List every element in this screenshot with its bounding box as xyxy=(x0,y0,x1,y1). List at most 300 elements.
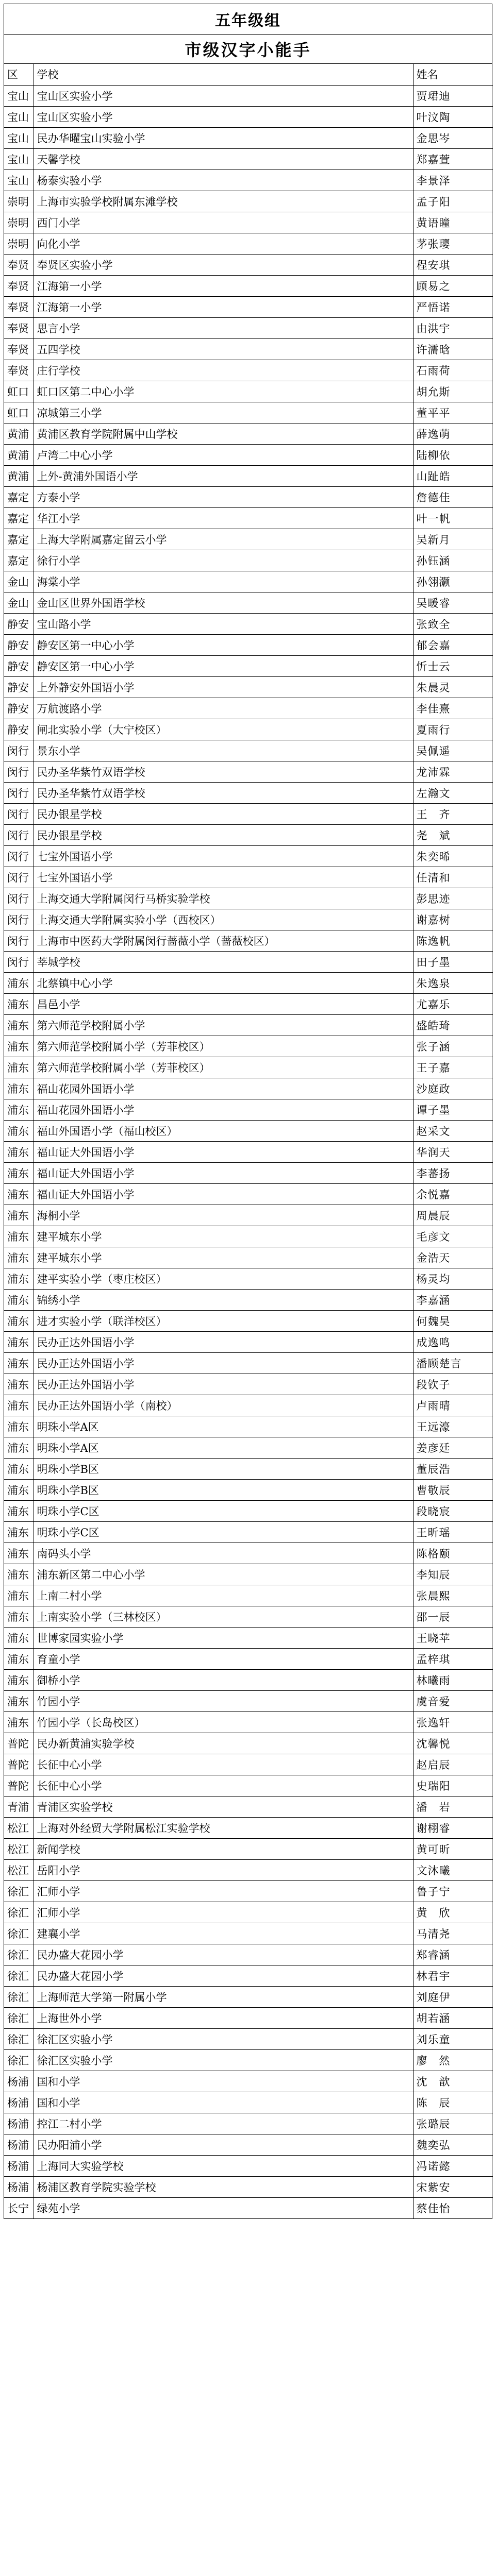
student-name-cell: 周晨辰 xyxy=(413,1205,493,1226)
student-name-cell: 邵一辰 xyxy=(413,1606,493,1627)
student-name-cell: 严悟诺 xyxy=(413,296,493,317)
student-name-cell: 林曦雨 xyxy=(413,1669,493,1690)
school-cell: 庄行学校 xyxy=(34,360,413,381)
table-row xyxy=(4,1247,493,1268)
table-row xyxy=(4,1374,493,1395)
student-name-cell: 卢雨晴 xyxy=(413,1395,493,1416)
district-cell: 普陀 xyxy=(4,1775,34,1796)
school-cell: 徐汇区实验小学 xyxy=(34,2028,413,2049)
table-row xyxy=(4,972,493,993)
student-name-cell: 魏奕弘 xyxy=(413,2134,493,2155)
table-row xyxy=(4,951,493,972)
table-row xyxy=(4,676,493,698)
student-name-cell: 谭子墨 xyxy=(413,1099,493,1120)
district-cell: 浦东 xyxy=(4,1205,34,1226)
table-row xyxy=(4,1902,493,1923)
school-cell: 黄浦区教育学院附属中山学校 xyxy=(34,423,413,444)
table-row xyxy=(4,1965,493,1986)
school-cell: 上海同大实验学校 xyxy=(34,2155,413,2176)
student-name-cell: 蔡佳怡 xyxy=(413,2197,493,2218)
district-cell: 虹口 xyxy=(4,402,34,423)
student-name-cell: 赵采文 xyxy=(413,1120,493,1141)
student-name-cell: 董平平 xyxy=(413,402,493,423)
school-cell: 控江二村小学 xyxy=(34,2113,413,2134)
student-name-cell: 孟梓琪 xyxy=(413,1648,493,1669)
district-cell: 浦东 xyxy=(4,1289,34,1310)
student-name-cell: 吴新月 xyxy=(413,529,493,550)
district-cell: 杨浦 xyxy=(4,2155,34,2176)
student-name-cell: 王子嘉 xyxy=(413,1057,493,1078)
school-cell: 第六师范学校附属小学（芳菲校区） xyxy=(34,1057,413,1078)
district-cell: 宝山 xyxy=(4,127,34,148)
student-name-cell: 龙沛霖 xyxy=(413,761,493,782)
school-cell: 南码头小学 xyxy=(34,1543,413,1564)
school-cell: 明珠小学B区 xyxy=(34,1458,413,1479)
district-cell: 徐汇 xyxy=(4,2049,34,2071)
district-cell: 浦东 xyxy=(4,1057,34,1078)
table-row xyxy=(4,2113,493,2134)
student-name-cell: 张璐辰 xyxy=(413,2113,493,2134)
district-cell: 浦东 xyxy=(4,1374,34,1395)
student-name-cell: 许濡晗 xyxy=(413,338,493,360)
district-cell: 浦东 xyxy=(4,1564,34,1585)
student-name-cell: 程安琪 xyxy=(413,254,493,275)
district-cell: 青浦 xyxy=(4,1796,34,1817)
student-name-cell: 段钦子 xyxy=(413,1374,493,1395)
district-cell: 徐汇 xyxy=(4,1923,34,1944)
student-name-cell: 郑睿涵 xyxy=(413,1944,493,1965)
district-cell: 闵行 xyxy=(4,930,34,951)
school-cell: 绿苑小学 xyxy=(34,2197,413,2218)
school-cell: 华江小学 xyxy=(34,507,413,529)
table-row xyxy=(4,507,493,529)
table-row xyxy=(4,1310,493,1331)
district-cell: 闵行 xyxy=(4,909,34,930)
school-cell: 北蔡镇中心小学 xyxy=(34,972,413,993)
student-name-cell: 成逸鸣 xyxy=(413,1331,493,1352)
school-cell: 建平城东小学 xyxy=(34,1247,413,1268)
student-name-cell: 黄可昕 xyxy=(413,1838,493,1859)
student-name-cell: 王昕瑶 xyxy=(413,1521,493,1543)
school-cell: 明珠小学B区 xyxy=(34,1479,413,1500)
district-cell: 宝山 xyxy=(4,106,34,127)
student-name-cell: 孙钰涵 xyxy=(413,550,493,571)
student-name-cell: 沈 歆 xyxy=(413,2071,493,2092)
school-cell: 上南二村小学 xyxy=(34,1585,413,1606)
school-cell: 竹园小学（长岛校区） xyxy=(34,1711,413,1733)
school-column-header: 学校 xyxy=(34,64,413,85)
district-cell: 奉贤 xyxy=(4,338,34,360)
table-row xyxy=(4,655,493,676)
district-cell: 静安 xyxy=(4,655,34,676)
district-cell: 金山 xyxy=(4,571,34,592)
school-cell: 金山区世界外国语学校 xyxy=(34,592,413,613)
district-cell: 静安 xyxy=(4,719,34,740)
table-row xyxy=(4,803,493,824)
school-cell: 建襄小学 xyxy=(34,1923,413,1944)
district-cell: 徐汇 xyxy=(4,2028,34,2049)
school-cell: 五四学校 xyxy=(34,338,413,360)
district-cell: 杨浦 xyxy=(4,2134,34,2155)
district-cell: 黄浦 xyxy=(4,423,34,444)
school-cell: 国和小学 xyxy=(34,2092,413,2113)
table-row xyxy=(4,2155,493,2176)
district-cell: 浦东 xyxy=(4,1416,34,1437)
school-cell: 上海交通大学附属实验小学（西校区） xyxy=(34,909,413,930)
district-cell: 徐汇 xyxy=(4,1880,34,1902)
grade-title: 五年级组 xyxy=(4,4,492,35)
school-cell: 第六师范学校附属小学（芳菲校区） xyxy=(34,1036,413,1057)
student-name-cell: 彭思迹 xyxy=(413,888,493,909)
table-row xyxy=(4,148,493,170)
student-name-cell: 朱奕晞 xyxy=(413,845,493,867)
school-cell: 上外静安外国语小学 xyxy=(34,676,413,698)
table-row xyxy=(4,444,493,465)
district-cell: 浦东 xyxy=(4,1331,34,1352)
school-cell: 静安区第一中心小学 xyxy=(34,634,413,655)
district-cell: 浦东 xyxy=(4,1606,34,1627)
school-cell: 民办圣华紫竹双语学校 xyxy=(34,782,413,803)
student-name-cell: 谢嘉树 xyxy=(413,909,493,930)
school-cell: 宝山区实验小学 xyxy=(34,85,413,106)
school-cell: 福山外国语小学（福山校区） xyxy=(34,1120,413,1141)
district-cell: 闵行 xyxy=(4,951,34,972)
student-name-cell: 夏雨行 xyxy=(413,719,493,740)
student-name-cell: 朱逸泉 xyxy=(413,972,493,993)
table-row xyxy=(4,423,493,444)
district-cell: 宝山 xyxy=(4,170,34,191)
table-row xyxy=(4,571,493,592)
student-name-cell: 段晓宸 xyxy=(413,1500,493,1521)
school-cell: 闸北实验小学（大宁校区） xyxy=(34,719,413,740)
school-cell: 第六师范学校附属小学 xyxy=(34,1014,413,1036)
table-row xyxy=(4,1817,493,1838)
table-row xyxy=(4,1923,493,1944)
district-cell: 浦东 xyxy=(4,1352,34,1374)
student-name-cell: 赵启辰 xyxy=(413,1754,493,1775)
table-row xyxy=(4,85,493,106)
award-title: 市级汉字小能手 xyxy=(4,35,492,64)
student-name-cell: 吴佩遥 xyxy=(413,740,493,761)
district-cell: 杨浦 xyxy=(4,2176,34,2197)
winners-table xyxy=(4,64,493,2218)
table-row xyxy=(4,1437,493,1458)
student-name-cell: 田子墨 xyxy=(413,951,493,972)
table-row xyxy=(4,634,493,655)
school-cell: 上海市实验学校附属东滩学校 xyxy=(34,191,413,212)
table-row xyxy=(4,1606,493,1627)
table-row xyxy=(4,338,493,360)
student-name-cell: 潘 岩 xyxy=(413,1796,493,1817)
district-cell: 松江 xyxy=(4,1838,34,1859)
student-name-cell: 沙庭政 xyxy=(413,1078,493,1099)
student-name-cell: 林君宇 xyxy=(413,1965,493,1986)
district-cell: 嘉定 xyxy=(4,507,34,529)
district-cell: 浦东 xyxy=(4,1543,34,1564)
table-row xyxy=(4,1395,493,1416)
table-row xyxy=(4,2028,493,2049)
school-cell: 西门小学 xyxy=(34,212,413,233)
table-row xyxy=(4,909,493,930)
district-cell: 嘉定 xyxy=(4,529,34,550)
district-cell: 浦东 xyxy=(4,1078,34,1099)
table-row xyxy=(4,1585,493,1606)
table-row xyxy=(4,1838,493,1859)
school-cell: 向化小学 xyxy=(34,233,413,254)
district-cell: 黄浦 xyxy=(4,465,34,486)
school-cell: 民办正达外国语小学 xyxy=(34,1331,413,1352)
student-name-cell: 余悦嘉 xyxy=(413,1183,493,1205)
table-row xyxy=(4,296,493,317)
district-cell: 浦东 xyxy=(4,1585,34,1606)
school-cell: 海棠小学 xyxy=(34,571,413,592)
district-cell: 虹口 xyxy=(4,381,34,402)
student-name-cell: 茅张璎 xyxy=(413,233,493,254)
district-cell: 崇明 xyxy=(4,233,34,254)
student-name-cell: 李嘉涵 xyxy=(413,1289,493,1310)
table-row xyxy=(4,254,493,275)
school-cell: 上南实验小学（三林校区） xyxy=(34,1606,413,1627)
student-name-cell: 黄 欣 xyxy=(413,1902,493,1923)
student-name-cell: 张晨熙 xyxy=(413,1585,493,1606)
district-cell: 浦东 xyxy=(4,1521,34,1543)
school-cell: 凉城第三小学 xyxy=(34,402,413,423)
school-cell: 万航渡路小学 xyxy=(34,698,413,719)
table-row xyxy=(4,782,493,803)
table-row xyxy=(4,360,493,381)
school-cell: 徐行小学 xyxy=(34,550,413,571)
table-row xyxy=(4,845,493,867)
student-name-cell: 孙翎灏 xyxy=(413,571,493,592)
student-name-cell: 黄语瞳 xyxy=(413,212,493,233)
table-row xyxy=(4,1986,493,2007)
student-name-cell: 叶一帆 xyxy=(413,507,493,529)
student-name-cell: 华润天 xyxy=(413,1141,493,1162)
school-cell: 福山证大外国语小学 xyxy=(34,1141,413,1162)
district-cell: 闵行 xyxy=(4,740,34,761)
student-name-cell: 李佳熹 xyxy=(413,698,493,719)
table-row xyxy=(4,2092,493,2113)
district-cell: 闵行 xyxy=(4,824,34,845)
table-row xyxy=(4,2197,493,2218)
district-cell: 浦东 xyxy=(4,1226,34,1247)
district-cell: 嘉定 xyxy=(4,550,34,571)
district-cell: 松江 xyxy=(4,1859,34,1880)
table-row xyxy=(4,1944,493,1965)
student-name-cell: 吴暖睿 xyxy=(413,592,493,613)
table-row xyxy=(4,212,493,233)
district-cell: 徐汇 xyxy=(4,2007,34,2028)
district-cell: 徐汇 xyxy=(4,1902,34,1923)
school-cell: 思言小学 xyxy=(34,317,413,338)
school-cell: 海桐小学 xyxy=(34,1205,413,1226)
district-cell: 浦东 xyxy=(4,1458,34,1479)
winners-table-body xyxy=(4,64,493,2218)
table-row xyxy=(4,1711,493,1733)
school-cell: 上海大学附属嘉定留云小学 xyxy=(34,529,413,550)
student-name-cell: 马清尧 xyxy=(413,1923,493,1944)
district-cell: 崇明 xyxy=(4,212,34,233)
district-cell: 浦东 xyxy=(4,1479,34,1500)
student-name-cell: 尤嘉乐 xyxy=(413,993,493,1014)
table-row xyxy=(4,2134,493,2155)
school-cell: 方泰小学 xyxy=(34,486,413,507)
school-cell: 上海世外小学 xyxy=(34,2007,413,2028)
district-cell: 浦东 xyxy=(4,972,34,993)
table-row xyxy=(4,1458,493,1479)
district-cell: 徐汇 xyxy=(4,1965,34,1986)
school-cell: 七宝外国语小学 xyxy=(34,867,413,888)
student-name-cell: 忻士云 xyxy=(413,655,493,676)
table-row xyxy=(4,1120,493,1141)
district-cell: 闵行 xyxy=(4,888,34,909)
school-cell: 上外-黄浦外国语小学 xyxy=(34,465,413,486)
district-cell: 静安 xyxy=(4,676,34,698)
table-row xyxy=(4,1141,493,1162)
table-row xyxy=(4,1014,493,1036)
district-cell: 杨浦 xyxy=(4,2092,34,2113)
school-cell: 民办圣华紫竹双语学校 xyxy=(34,761,413,782)
school-cell: 上海对外经贸大学附属松江实验学校 xyxy=(34,1817,413,1838)
school-cell: 民办新黄浦实验学校 xyxy=(34,1733,413,1754)
school-cell: 民办正达外国语小学 xyxy=(34,1352,413,1374)
district-cell: 浦东 xyxy=(4,993,34,1014)
student-name-cell: 孟子阳 xyxy=(413,191,493,212)
district-cell: 浦东 xyxy=(4,1036,34,1057)
district-cell: 宝山 xyxy=(4,85,34,106)
school-cell: 天馨学校 xyxy=(34,148,413,170)
district-cell: 浦东 xyxy=(4,1690,34,1711)
student-name-cell: 郁会嘉 xyxy=(413,634,493,655)
district-cell: 闵行 xyxy=(4,761,34,782)
student-name-cell: 鲁子宁 xyxy=(413,1880,493,1902)
table-row xyxy=(4,127,493,148)
table-row xyxy=(4,1289,493,1310)
student-name-cell: 张子涵 xyxy=(413,1036,493,1057)
student-name-cell: 宋紫安 xyxy=(413,2176,493,2197)
district-cell: 嘉定 xyxy=(4,486,34,507)
district-cell: 徐汇 xyxy=(4,1944,34,1965)
table-row xyxy=(4,550,493,571)
student-name-cell: 董辰浩 xyxy=(413,1458,493,1479)
district-cell: 浦东 xyxy=(4,1268,34,1289)
table-row xyxy=(4,1690,493,1711)
student-name-cell: 陈格颐 xyxy=(413,1543,493,1564)
district-cell: 金山 xyxy=(4,592,34,613)
table-row xyxy=(4,1733,493,1754)
table-row xyxy=(4,740,493,761)
district-cell: 浦东 xyxy=(4,1014,34,1036)
table-row xyxy=(4,1162,493,1183)
student-name-cell: 张致全 xyxy=(413,613,493,634)
district-cell: 普陀 xyxy=(4,1733,34,1754)
district-cell: 黄浦 xyxy=(4,444,34,465)
school-cell: 明珠小学C区 xyxy=(34,1521,413,1543)
table-row xyxy=(4,1796,493,1817)
table-row xyxy=(4,402,493,423)
school-cell: 宝山路小学 xyxy=(34,613,413,634)
table-row xyxy=(4,1564,493,1585)
school-cell: 民办正达外国语小学（南校） xyxy=(34,1395,413,1416)
student-name-cell: 史瑞阳 xyxy=(413,1775,493,1796)
district-cell: 浦东 xyxy=(4,1310,34,1331)
student-name-cell: 杨灵均 xyxy=(413,1268,493,1289)
table-row xyxy=(4,1648,493,1669)
student-name-cell: 李知辰 xyxy=(413,1564,493,1585)
header-row xyxy=(4,64,493,85)
table-row xyxy=(4,1521,493,1543)
table-row xyxy=(4,2071,493,2092)
student-name-cell: 冯诺懿 xyxy=(413,2155,493,2176)
school-cell: 锦绣小学 xyxy=(34,1289,413,1310)
student-name-cell: 毛彦文 xyxy=(413,1226,493,1247)
student-name-cell: 沈馨悦 xyxy=(413,1733,493,1754)
table-row xyxy=(4,106,493,127)
student-name-cell: 刘庭伊 xyxy=(413,1986,493,2007)
school-cell: 静安区第一中心小学 xyxy=(34,655,413,676)
table-row xyxy=(4,1183,493,1205)
school-cell: 莘城学校 xyxy=(34,951,413,972)
student-name-cell: 朱晨灵 xyxy=(413,676,493,698)
student-name-cell: 盛皓琦 xyxy=(413,1014,493,1036)
table-row xyxy=(4,381,493,402)
student-name-cell: 胡若涵 xyxy=(413,2007,493,2028)
school-cell: 昌邑小学 xyxy=(34,993,413,1014)
table-row xyxy=(4,2007,493,2028)
district-cell: 浦东 xyxy=(4,1500,34,1521)
table-row xyxy=(4,317,493,338)
table-row xyxy=(4,1627,493,1648)
school-cell: 国和小学 xyxy=(34,2071,413,2092)
name-column-header: 姓名 xyxy=(413,64,493,85)
table-row xyxy=(4,275,493,296)
school-cell: 建平城东小学 xyxy=(34,1226,413,1247)
school-cell: 杨泰实验小学 xyxy=(34,170,413,191)
school-cell: 徐汇区实验小学 xyxy=(34,2049,413,2071)
table-row xyxy=(4,1352,493,1374)
district-cell: 浦东 xyxy=(4,1648,34,1669)
table-row xyxy=(4,888,493,909)
student-name-cell: 山趾皓 xyxy=(413,465,493,486)
table-row xyxy=(4,1880,493,1902)
school-cell: 汇师小学 xyxy=(34,1902,413,1923)
school-cell: 民办银星学校 xyxy=(34,803,413,824)
school-cell: 卢湾二中心小学 xyxy=(34,444,413,465)
district-cell: 闵行 xyxy=(4,782,34,803)
table-row xyxy=(4,233,493,254)
table-row xyxy=(4,465,493,486)
school-cell: 上海交通大学附属闵行马桥实验学校 xyxy=(34,888,413,909)
school-cell: 御桥小学 xyxy=(34,1669,413,1690)
student-name-cell: 金浩天 xyxy=(413,1247,493,1268)
school-cell: 进才实验小学（联洋校区） xyxy=(34,1310,413,1331)
table-row xyxy=(4,1479,493,1500)
student-name-cell: 何魏昊 xyxy=(413,1310,493,1331)
student-name-cell: 姜彦廷 xyxy=(413,1437,493,1458)
school-cell: 杨浦区教育学院实验学校 xyxy=(34,2176,413,2197)
table-row xyxy=(4,1036,493,1057)
district-cell: 浦东 xyxy=(4,1162,34,1183)
school-cell: 民办阳浦小学 xyxy=(34,2134,413,2155)
district-cell: 浦东 xyxy=(4,1247,34,1268)
table-row xyxy=(4,592,493,613)
student-name-cell: 陈 辰 xyxy=(413,2092,493,2113)
school-cell: 宝山区实验小学 xyxy=(34,106,413,127)
district-cell: 徐汇 xyxy=(4,1986,34,2007)
district-cell: 静安 xyxy=(4,634,34,655)
school-cell: 长征中心小学 xyxy=(34,1775,413,1796)
school-cell: 岳阳小学 xyxy=(34,1859,413,1880)
